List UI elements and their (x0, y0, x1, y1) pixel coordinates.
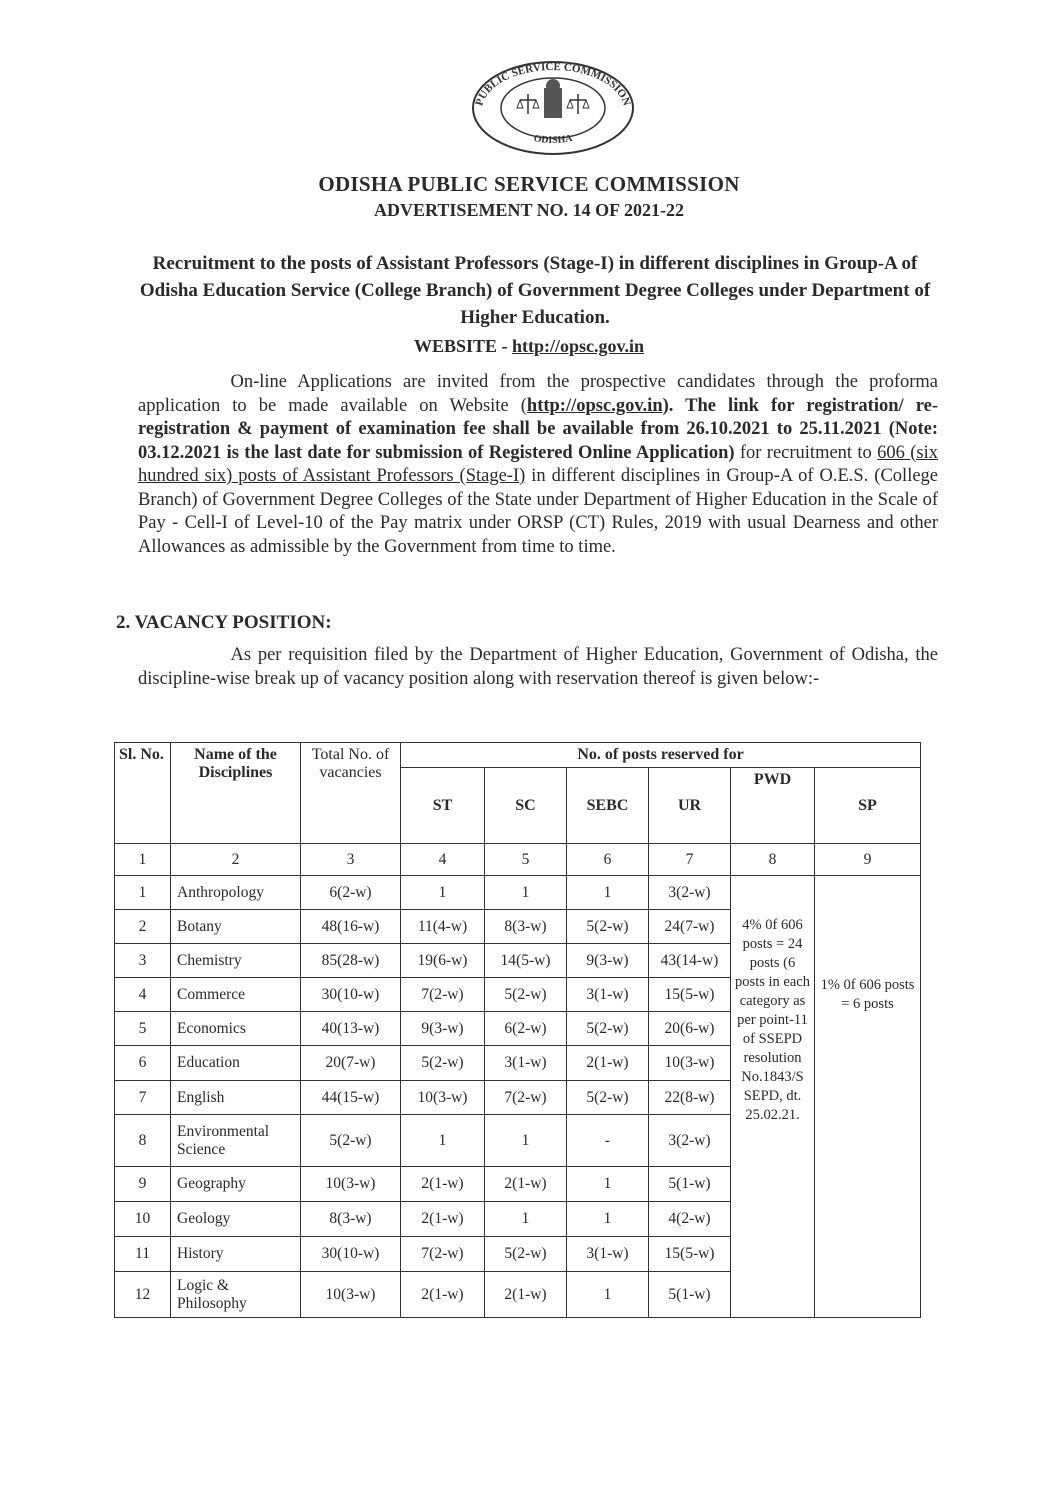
org-title: ODISHA PUBLIC SERVICE COMMISSION (318, 172, 740, 196)
discipline-cell: Chemistry (171, 944, 301, 978)
ur-cell: 5(1-w) (649, 1167, 731, 1202)
total-cell: 48(16-w) (301, 910, 401, 944)
sp-note: 1% 0f 606 posts = 6 posts (815, 876, 921, 1318)
total-cell: 85(28-w) (301, 944, 401, 978)
ur-cell: 10(3-w) (649, 1046, 731, 1081)
website-line (0, 336, 1058, 357)
sc-cell: 14(5-w) (485, 944, 567, 978)
sebc-cell: 2(1-w) (567, 1046, 649, 1081)
ur-cell: 22(8-w) (649, 1081, 731, 1115)
header-total: Total No. of vacancies (301, 743, 401, 844)
st-cell: 2(1-w) (401, 1202, 485, 1237)
st-cell: 5(2-w) (401, 1046, 485, 1081)
sl-cell: 1 (115, 876, 171, 910)
total-cell: 8(3-w) (301, 1202, 401, 1237)
recruitment-subject: Recruitment to the posts of Assistant Professors (Stage-I) in different disciplines in Group-A of Odisha Education Service (College Branch) of Government Degree Colleges under Department of Higher Education. (139, 253, 931, 328)
discipline-cell: Logic & Philosophy (171, 1272, 301, 1318)
st-cell: 2(1-w) (401, 1167, 485, 1202)
sc-cell: 2(1-w) (485, 1167, 567, 1202)
sl-cell: 5 (115, 1012, 171, 1046)
table-row (115, 876, 921, 910)
header-sc: SC (485, 768, 567, 844)
section-vacancy-title: 2. VACANCY POSITION: (116, 612, 332, 633)
discipline-cell: Commerce (171, 978, 301, 1012)
sebc-cell: 5(2-w) (567, 1081, 649, 1115)
st-cell: 7(2-w) (401, 1237, 485, 1272)
discipline-cell: Environmental Science (171, 1115, 301, 1167)
header-sebc: SEBC (567, 768, 649, 844)
sl-cell: 12 (115, 1272, 171, 1318)
sebc-cell: 3(1-w) (567, 1237, 649, 1272)
intro-registration-dates: . The link for registration/ re-registration & payment of examination fee shall be available from 26.10.2021 to 25.11.2021 (Note: 03.12.2021 is the last date for submission of Registered Online Application) (138, 395, 938, 463)
sc-cell: 1 (485, 1202, 567, 1237)
total-cell: 30(10-w) (301, 1237, 401, 1272)
sl-cell: 11 (115, 1237, 171, 1272)
column-number-row (115, 844, 921, 876)
website-link[interactable]: http://opsc.gov.in (512, 336, 645, 356)
sl-cell: 9 (115, 1167, 171, 1202)
sc-cell: 7(2-w) (485, 1081, 567, 1115)
ur-cell: 15(5-w) (649, 978, 731, 1012)
intro-url[interactable]: http://opsc.gov.in) (526, 395, 669, 416)
sebc-cell: 1 (567, 1202, 649, 1237)
svg-text:PUBLIC SERVICE COMMISSION: PUBLIC SERVICE COMMISSION (473, 60, 633, 108)
ur-cell: 43(14-w) (649, 944, 731, 978)
sl-cell: 6 (115, 1046, 171, 1081)
header-name: Name of the Disciplines (171, 743, 301, 844)
col-number: 2 (171, 844, 301, 876)
intro-posts-count: 606 (six hundred six) posts of Assistant Professors (Stage-I) (138, 442, 939, 486)
header-st: ST (401, 768, 485, 844)
sebc-cell: 5(2-w) (567, 910, 649, 944)
sc-cell: 5(2-w) (485, 978, 567, 1012)
header-pwd: PWD (731, 768, 815, 844)
sl-cell: 7 (115, 1081, 171, 1115)
vacancy-table (114, 742, 921, 1318)
discipline-cell: Botany (171, 910, 301, 944)
discipline-cell: English (171, 1081, 301, 1115)
website-label: WEBSITE - (413, 336, 512, 356)
total-cell: 44(15-w) (301, 1081, 401, 1115)
header-ur: UR (649, 768, 731, 844)
sc-cell: 8(3-w) (485, 910, 567, 944)
discipline-cell: Geography (171, 1167, 301, 1202)
discipline-cell: Anthropology (171, 876, 301, 910)
col-number: 1 (115, 844, 171, 876)
col-number: 6 (567, 844, 649, 876)
ur-cell: 15(5-w) (649, 1237, 731, 1272)
sc-cell: 1 (485, 1115, 567, 1167)
st-cell: 1 (401, 1115, 485, 1167)
sl-cell: 4 (115, 978, 171, 1012)
col-number: 5 (485, 844, 567, 876)
sl-cell: 3 (115, 944, 171, 978)
col-number: 4 (401, 844, 485, 876)
col-number: 7 (649, 844, 731, 876)
opsc-seal-logo (468, 58, 638, 158)
total-cell: 6(2-w) (301, 876, 401, 910)
sebc-cell: 1 (567, 1272, 649, 1318)
header-slno: Sl. No. (115, 743, 171, 844)
sl-cell: 8 (115, 1115, 171, 1167)
col-number: 8 (731, 844, 815, 876)
sc-cell: 5(2-w) (485, 1237, 567, 1272)
st-cell: 10(3-w) (401, 1081, 485, 1115)
ur-cell: 24(7-w) (649, 910, 731, 944)
total-cell: 10(3-w) (301, 1167, 401, 1202)
intro-text-3: for recruitment to (734, 442, 878, 463)
st-cell: 2(1-w) (401, 1272, 485, 1318)
st-cell: 19(6-w) (401, 944, 485, 978)
total-cell: 5(2-w) (301, 1115, 401, 1167)
total-cell: 30(10-w) (301, 978, 401, 1012)
section-vacancy-text (138, 643, 938, 691)
sebc-cell: 1 (567, 876, 649, 910)
st-cell: 1 (401, 876, 485, 910)
header-sp: SP (815, 768, 921, 844)
intro-text-1: On-line Applications are invited from the prospective candidates through the proforma application to be made available on Website ( (138, 372, 938, 416)
sl-cell: 10 (115, 1202, 171, 1237)
svg-text:ODISHA: ODISHA (532, 132, 574, 147)
ur-cell: 3(2-w) (649, 876, 731, 910)
sebc-cell: 5(2-w) (567, 1012, 649, 1046)
sc-cell: 6(2-w) (485, 1012, 567, 1046)
discipline-cell: Geology (171, 1202, 301, 1237)
sc-cell: 3(1-w) (485, 1046, 567, 1081)
sebc-cell: 3(1-w) (567, 978, 649, 1012)
total-cell: 20(7-w) (301, 1046, 401, 1081)
total-cell: 10(3-w) (301, 1272, 401, 1318)
ur-cell: 4(2-w) (649, 1202, 731, 1237)
st-cell: 7(2-w) (401, 978, 485, 1012)
vacancy-table-body (115, 876, 921, 1318)
header-reserved: No. of posts reserved for (401, 743, 921, 768)
col-number: 9 (815, 844, 921, 876)
discipline-cell: Economics (171, 1012, 301, 1046)
intro-paragraph (138, 371, 938, 559)
discipline-cell: Education (171, 1046, 301, 1081)
ur-cell: 5(1-w) (649, 1272, 731, 1318)
section-vacancy-body: As per requisition filed by the Department of Higher Education, Government of Odisha, the discipline-wise break up of vacancy position along with reservation thereof is given below:- (138, 645, 938, 689)
ur-cell: 3(2-w) (649, 1115, 731, 1167)
sc-cell: 2(1-w) (485, 1272, 567, 1318)
sc-cell: 1 (485, 876, 567, 910)
pwd-note: 4% 0f 606 posts = 24 posts (6 posts in each category as per point-11 of SSEPD resolution No.1843/S SEPD, dt. 25.02.21. (731, 876, 815, 1318)
total-cell: 40(13-w) (301, 1012, 401, 1046)
sebc-cell: 1 (567, 1167, 649, 1202)
st-cell: 11(4-w) (401, 910, 485, 944)
sebc-cell: 9(3-w) (567, 944, 649, 978)
intro-text-5: in different disciplines in Group-A of O.E.S. (College Branch) of Government Degree Colleges of the State under Department of Higher Education in the Scale of Pay - Cell-I of Level-10 of the Pay matrix under ORSP (CT) Rules, 2019 with usual Dearness and other Allowances as admissible by the Government from time to time. (138, 466, 938, 557)
ur-cell: 20(6-w) (649, 1012, 731, 1046)
advertisement-number: ADVERTISEMENT NO. 14 OF 2021-22 (374, 200, 684, 220)
col-number: 3 (301, 844, 401, 876)
st-cell: 9(3-w) (401, 1012, 485, 1046)
sebc-cell: - (567, 1115, 649, 1167)
discipline-cell: History (171, 1237, 301, 1272)
sl-cell: 2 (115, 910, 171, 944)
